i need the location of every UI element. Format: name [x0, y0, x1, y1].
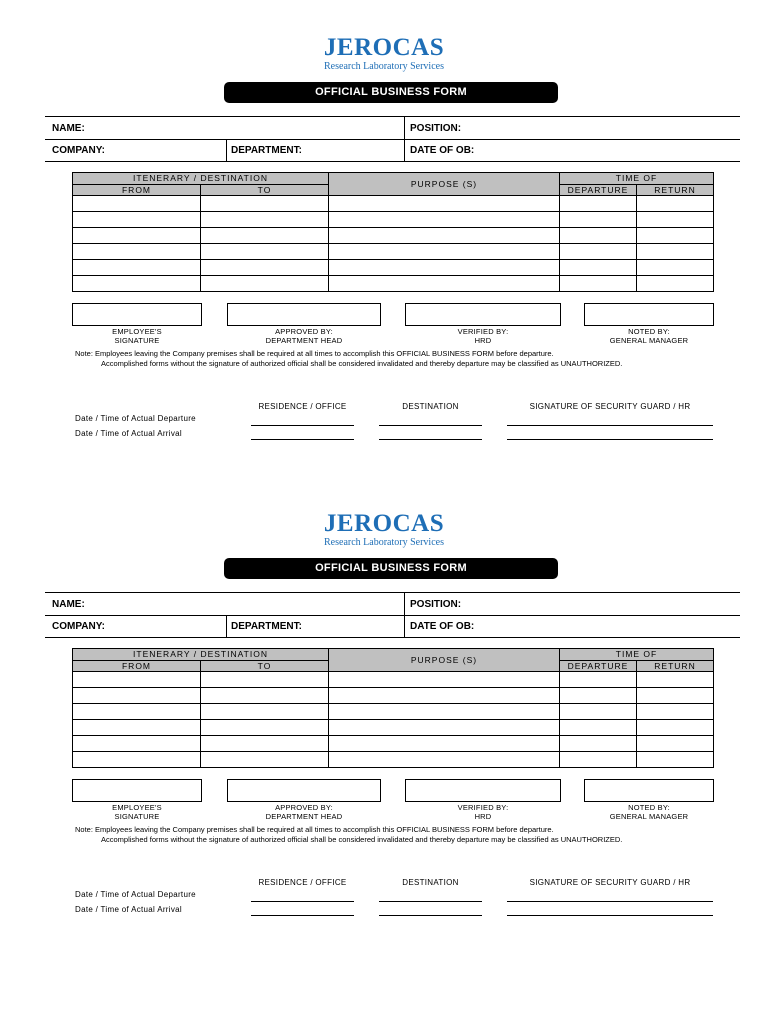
department-head-caption: APPROVED BY: DEPARTMENT HEAD [265, 327, 343, 345]
table-row[interactable] [73, 196, 714, 212]
position-field[interactable]: POSITION: [410, 599, 462, 610]
destination-header: DESTINATION [402, 402, 459, 411]
department-head-caption: APPROVED BY: DEPARTMENT HEAD [265, 803, 343, 821]
return-header: RETURN [637, 660, 714, 672]
divider [45, 116, 740, 117]
departure-destination-line[interactable] [379, 901, 482, 902]
actual-departure-label: Date / Time of Actual Departure [75, 414, 196, 423]
destination-header: DESTINATION [402, 878, 459, 887]
to-header: TO [201, 660, 329, 672]
general-manager-signature-box[interactable] [584, 303, 714, 326]
itinerary-table [72, 172, 714, 292]
divider [45, 139, 740, 140]
purpose-header: PURPOSE (S) [329, 173, 560, 196]
company-field[interactable]: COMPANY: [52, 145, 105, 156]
from-header: FROM [73, 184, 201, 196]
company-tagline: Research Laboratory Services [324, 537, 444, 548]
divider [404, 116, 405, 161]
table-row[interactable] [73, 228, 714, 244]
arrival-security-line[interactable] [507, 439, 713, 440]
general-manager-caption: NOTED BY: GENERAL MANAGER [609, 803, 689, 821]
itinerary-table [72, 648, 714, 768]
divider [45, 615, 740, 616]
departure-header: DEPARTURE [560, 660, 637, 672]
divider [45, 161, 740, 162]
residence-office-header: RESIDENCE / OFFICE [258, 878, 347, 887]
actual-arrival-label: Date / Time of Actual Arrival [75, 429, 182, 438]
employee-signature-caption: EMPLOYEE'S SIGNATURE [112, 327, 162, 345]
arrival-destination-line[interactable] [379, 439, 482, 440]
departure-residence-line[interactable] [251, 425, 354, 426]
date-of-ob-field[interactable]: DATE OF OB: [410, 621, 475, 632]
employee-signature-box[interactable] [72, 779, 202, 802]
to-header: TO [201, 184, 329, 196]
itinerary-header: ITENERARY / DESTINATION [73, 649, 329, 661]
actual-arrival-label: Date / Time of Actual Arrival [75, 905, 182, 914]
table-row[interactable] [73, 720, 714, 736]
company-logo: JEROCAS [323, 34, 445, 61]
table-row[interactable] [73, 672, 714, 688]
security-signature-header: SIGNATURE OF SECURITY GUARD / HR [529, 878, 691, 887]
department-head-signature-box[interactable] [227, 779, 381, 802]
table-row[interactable] [73, 276, 714, 292]
note-line-1: Note: Employees leaving the Company premises shall be required at all times to accomplish this OFFICIAL BUSINESS FORM before departure. [75, 349, 554, 358]
itinerary-header: ITENERARY / DESTINATION [73, 173, 329, 185]
divider [404, 592, 405, 637]
note-line-2: Accomplished forms without the signature of authorized official shall be considered invalidated and thereby departure may be classified as UNAUTHORIZED. [101, 835, 623, 844]
arrival-destination-line[interactable] [379, 915, 482, 916]
department-field[interactable]: DEPARTMENT: [231, 145, 302, 156]
departure-residence-line[interactable] [251, 901, 354, 902]
name-field[interactable]: NAME: [52, 599, 85, 610]
divider [45, 637, 740, 638]
arrival-residence-line[interactable] [251, 439, 354, 440]
departure-header: DEPARTURE [560, 184, 637, 196]
official-business-form-2 [0, 476, 768, 946]
form-title: OFFICIAL BUSINESS FORM [224, 82, 558, 103]
departure-security-line[interactable] [507, 901, 713, 902]
position-field[interactable]: POSITION: [410, 123, 462, 134]
table-row[interactable] [73, 244, 714, 260]
official-business-form-1 [0, 0, 768, 470]
department-field[interactable]: DEPARTMENT: [231, 621, 302, 632]
divider [226, 615, 227, 637]
employee-signature-box[interactable] [72, 303, 202, 326]
company-tagline: Research Laboratory Services [324, 61, 444, 72]
general-manager-signature-box[interactable] [584, 779, 714, 802]
departure-security-line[interactable] [507, 425, 713, 426]
from-header: FROM [73, 660, 201, 672]
hrd-caption: VERIFIED BY: HRD [457, 803, 509, 821]
employee-signature-caption: EMPLOYEE'S SIGNATURE [112, 803, 162, 821]
hrd-signature-box[interactable] [405, 779, 561, 802]
table-row[interactable] [73, 688, 714, 704]
note-line-1: Note: Employees leaving the Company premises shall be required at all times to accomplish this OFFICIAL BUSINESS FORM before departure. [75, 825, 554, 834]
name-field[interactable]: NAME: [52, 123, 85, 134]
company-logo: JEROCAS [323, 510, 445, 537]
time-of-header: TIME OF [560, 649, 714, 661]
residence-office-header: RESIDENCE / OFFICE [258, 402, 347, 411]
date-of-ob-field[interactable]: DATE OF OB: [410, 145, 475, 156]
general-manager-caption: NOTED BY: GENERAL MANAGER [609, 327, 689, 345]
table-row[interactable] [73, 704, 714, 720]
departure-destination-line[interactable] [379, 425, 482, 426]
department-head-signature-box[interactable] [227, 303, 381, 326]
table-row[interactable] [73, 212, 714, 228]
actual-departure-label: Date / Time of Actual Departure [75, 890, 196, 899]
security-signature-header: SIGNATURE OF SECURITY GUARD / HR [529, 402, 691, 411]
table-row[interactable] [73, 752, 714, 768]
arrival-security-line[interactable] [507, 915, 713, 916]
hrd-signature-box[interactable] [405, 303, 561, 326]
hrd-caption: VERIFIED BY: HRD [457, 327, 509, 345]
arrival-residence-line[interactable] [251, 915, 354, 916]
form-title: OFFICIAL BUSINESS FORM [224, 558, 558, 579]
divider [45, 592, 740, 593]
note-line-2: Accomplished forms without the signature of authorized official shall be considered invalidated and thereby departure may be classified as UNAUTHORIZED. [101, 359, 623, 368]
divider [226, 139, 227, 161]
return-header: RETURN [637, 184, 714, 196]
table-row[interactable] [73, 736, 714, 752]
purpose-header: PURPOSE (S) [329, 649, 560, 672]
time-of-header: TIME OF [560, 173, 714, 185]
company-field[interactable]: COMPANY: [52, 621, 105, 632]
table-row[interactable] [73, 260, 714, 276]
